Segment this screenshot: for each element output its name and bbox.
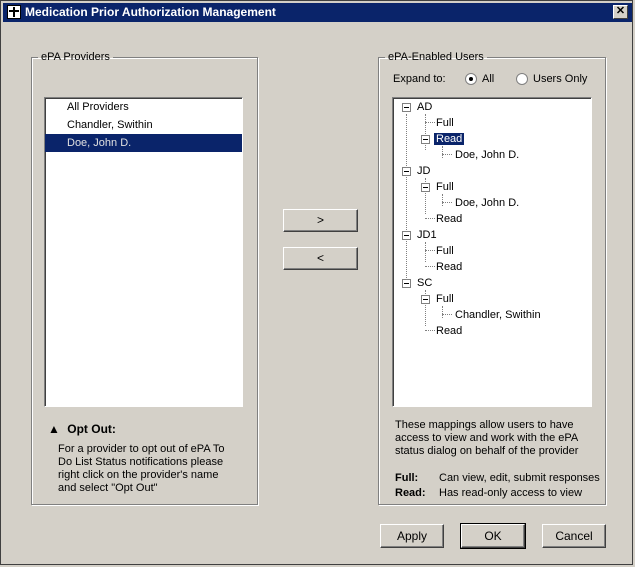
providers-legend: ePA Providers	[41, 51, 110, 63]
cancel-label: Cancel	[555, 529, 593, 543]
legend-full-term: Full:	[395, 472, 419, 484]
mapping-info	[395, 419, 578, 458]
title-bar[interactable]	[3, 3, 632, 22]
expand-users-only-label[interactable]: Users Only	[533, 73, 588, 85]
legend-read-term: Read:	[395, 487, 426, 499]
collapse-ad-read-icon[interactable]	[421, 135, 430, 144]
opt-out-line: right click on the provider's name	[58, 469, 219, 481]
expand-all-radio[interactable]	[465, 73, 477, 85]
tree-node-ad[interactable]: AD	[417, 101, 433, 113]
tree-connector	[442, 194, 443, 206]
legend-full-desc: Can view, edit, submit responses	[439, 472, 600, 484]
providers-listbox[interactable]	[44, 97, 243, 407]
collapse-ad-icon[interactable]	[402, 103, 411, 112]
tree-connector	[406, 114, 407, 286]
tree-connector	[425, 250, 435, 251]
provider-item-all[interactable]: All Providers	[67, 101, 129, 113]
tree-node-ad-full[interactable]: Full	[436, 117, 454, 129]
tree-connector	[442, 202, 452, 203]
tree-node-jd1[interactable]: JD1	[417, 229, 437, 241]
close-icon: ✕	[615, 5, 626, 17]
legend-read-desc: Has read-only access to view	[439, 487, 583, 499]
opt-out-line: Do List Status notifications please	[58, 456, 224, 468]
tree-connector	[425, 122, 435, 123]
tree-node-jd[interactable]: JD	[417, 165, 431, 177]
opt-out-instructions	[58, 443, 225, 495]
tree-connector	[442, 314, 452, 315]
tree-node-ad-read[interactable]: Read	[436, 133, 463, 145]
add-mapping-button[interactable]	[283, 209, 358, 232]
opt-out-line: For a provider to opt out of ePA To	[58, 443, 225, 455]
remove-mapping-label: <	[316, 251, 324, 265]
opt-out-title: Opt Out:	[67, 422, 116, 436]
remove-mapping-button[interactable]	[283, 247, 358, 270]
app-cross-icon	[7, 5, 21, 19]
tree-node-jd-full[interactable]: Full	[436, 181, 454, 193]
tree-connector	[442, 154, 452, 155]
tree-connector	[425, 242, 426, 262]
collapse-sc-icon[interactable]	[402, 279, 411, 288]
provider-item-chandler[interactable]: Chandler, Swithin	[67, 119, 153, 131]
close-button[interactable]	[613, 5, 628, 19]
provider-item-doe[interactable]: Doe, John D.	[45, 134, 242, 152]
collapse-sc-full-icon[interactable]	[421, 295, 430, 304]
mapping-info-line: These mappings allow users to have	[395, 419, 574, 431]
window-title: Medication Prior Authorization Management	[25, 5, 276, 19]
tree-node-sc-read[interactable]: Read	[436, 325, 463, 337]
apply-label: Apply	[396, 529, 428, 543]
cancel-button[interactable]	[542, 524, 606, 548]
ok-label: OK	[484, 529, 502, 543]
collapse-jd-icon[interactable]	[402, 167, 411, 176]
tree-node-jd1-full[interactable]: Full	[436, 245, 454, 257]
tree-connector	[425, 218, 435, 219]
tree-connector	[425, 114, 426, 150]
tree-connector	[442, 146, 443, 158]
tree-node-ad-read-user[interactable]: Doe, John D.	[455, 149, 520, 161]
tree-node-sc-full[interactable]: Full	[436, 293, 454, 305]
mapping-info-line: status dialog on behalf of the provider	[395, 445, 579, 457]
add-mapping-label: >	[316, 213, 324, 227]
triangle-up-icon: ▲	[48, 422, 60, 436]
expand-to-label: Expand to:	[393, 73, 446, 85]
expand-users-only-radio[interactable]	[516, 73, 528, 85]
collapse-jd1-icon[interactable]	[402, 231, 411, 240]
tree-node-sc-full-user[interactable]: Chandler, Swithin	[455, 309, 541, 321]
tree-node-jd1-read[interactable]: Read	[436, 261, 463, 273]
collapse-jd-full-icon[interactable]	[421, 183, 430, 192]
tree-node-sc[interactable]: SC	[417, 277, 433, 289]
users-legend: ePA-Enabled Users	[388, 51, 484, 63]
tree-connector	[425, 266, 435, 267]
mapping-info-line: access to view and work with the ePA	[395, 432, 579, 444]
expand-all-label[interactable]: All	[482, 73, 495, 85]
tree-node-jd-full-user[interactable]: Doe, John D.	[455, 197, 520, 209]
opt-out-heading	[48, 423, 116, 436]
ok-button[interactable]	[461, 524, 525, 548]
opt-out-line: and select "Opt Out"	[58, 482, 158, 494]
tree-connector	[442, 306, 443, 318]
tree-connector	[425, 330, 435, 331]
users-treeview[interactable]	[392, 97, 592, 407]
apply-button[interactable]	[380, 524, 444, 548]
tree-node-jd-read[interactable]: Read	[436, 213, 463, 225]
